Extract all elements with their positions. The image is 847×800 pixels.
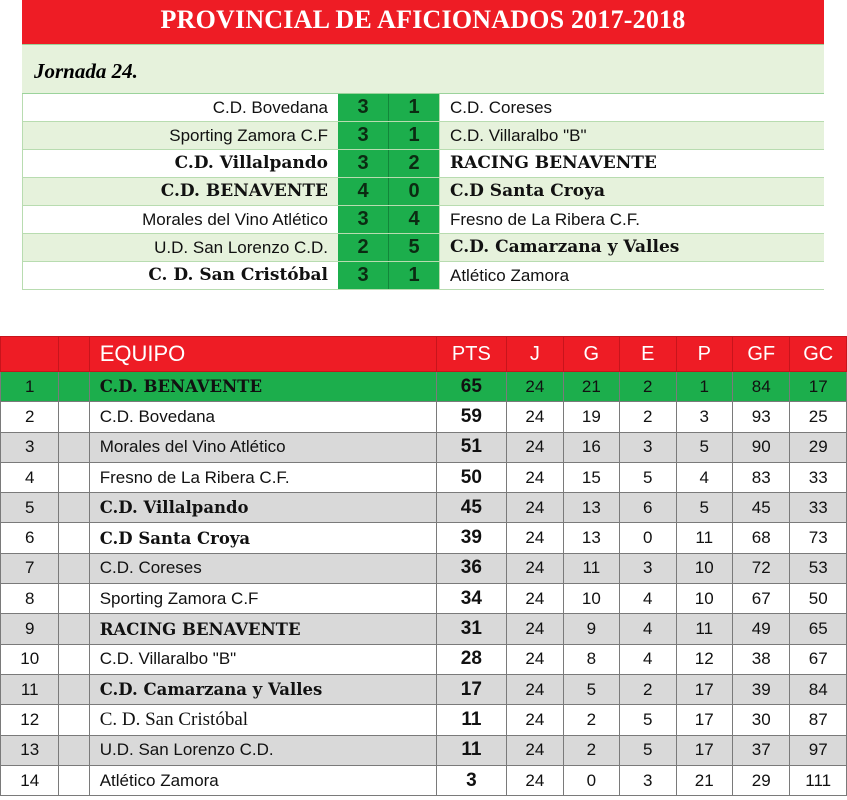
drawn-cell: 3 (620, 553, 676, 583)
goals-for-cell: 83 (732, 462, 789, 492)
blank-cell (59, 674, 89, 704)
table-row (1, 735, 847, 765)
home-team: U.D. San Lorenzo C.D. (22, 234, 338, 261)
played-cell: 24 (507, 372, 563, 402)
goals-for-cell: 29 (732, 765, 789, 795)
lost-cell: 5 (676, 432, 732, 462)
drawn-cell: 3 (620, 432, 676, 462)
home-score: 3 (338, 150, 389, 177)
team-cell: U.D. San Lorenzo C.D. (89, 735, 436, 765)
match-row (22, 94, 824, 122)
lost-cell: 4 (676, 462, 732, 492)
away-score: 5 (389, 234, 439, 261)
won-cell: 21 (563, 372, 619, 402)
goals-against-cell: 33 (790, 493, 847, 523)
position-cell: 6 (1, 523, 59, 553)
team-cell: RACING BENAVENTE (89, 614, 436, 644)
played-cell: 24 (507, 735, 563, 765)
away-score: 2 (389, 150, 439, 177)
position-cell: 7 (1, 553, 59, 583)
lost-cell: 11 (676, 614, 732, 644)
blank-cell (59, 644, 89, 674)
points-cell: 28 (436, 644, 507, 674)
played-cell: 24 (507, 553, 563, 583)
played-cell: 24 (507, 432, 563, 462)
points-cell: 17 (436, 674, 507, 704)
match-row (22, 122, 824, 150)
lost-cell: 12 (676, 644, 732, 674)
page-title: PROVINCIAL DE AFICIONADOS 2017-2018 (22, 0, 824, 44)
blank-cell (59, 402, 89, 432)
away-score: 1 (389, 262, 439, 289)
goals-for-cell: 84 (732, 372, 789, 402)
table-row (1, 705, 847, 735)
lost-cell: 17 (676, 735, 732, 765)
played-cell: 24 (507, 402, 563, 432)
goals-against-cell: 84 (790, 674, 847, 704)
position-cell: 8 (1, 584, 59, 614)
won-cell: 11 (563, 553, 619, 583)
table-row (1, 432, 847, 462)
goals-against-cell: 17 (790, 372, 847, 402)
drawn-cell: 4 (620, 584, 676, 614)
goals-against-cell: 33 (790, 462, 847, 492)
played-cell: 24 (507, 462, 563, 492)
table-row (1, 523, 847, 553)
team-cell: Atlético Zamora (89, 765, 436, 795)
round-label: Jornada 24. (22, 44, 824, 94)
col-header-pos (1, 337, 59, 372)
results-panel (22, 0, 824, 290)
col-header-g: G (563, 337, 619, 372)
won-cell: 0 (563, 765, 619, 795)
home-score: 4 (338, 178, 389, 205)
goals-against-cell: 65 (790, 614, 847, 644)
table-header-row (1, 337, 847, 372)
goals-for-cell: 30 (732, 705, 789, 735)
home-score: 3 (338, 262, 389, 289)
team-cell: C.D. Camarzana y Valles (89, 674, 436, 704)
home-team: C.D. Villalpando (22, 150, 338, 177)
blank-cell (59, 432, 89, 462)
position-cell: 14 (1, 765, 59, 795)
home-team: C.D. BENAVENTE (22, 178, 338, 205)
col-header-e: E (620, 337, 676, 372)
played-cell: 24 (507, 584, 563, 614)
col-header-team: EQUIPO (89, 337, 436, 372)
goals-against-cell: 50 (790, 584, 847, 614)
played-cell: 24 (507, 765, 563, 795)
col-header-p: P (676, 337, 732, 372)
team-cell: C.D. Villalpando (89, 493, 436, 523)
drawn-cell: 4 (620, 614, 676, 644)
position-cell: 10 (1, 644, 59, 674)
played-cell: 24 (507, 493, 563, 523)
table-row (1, 402, 847, 432)
home-team: C. D. San Cristóbal (22, 262, 338, 289)
team-cell: Fresno de La Ribera C.F. (89, 462, 436, 492)
points-cell: 65 (436, 372, 507, 402)
standings-table (0, 336, 847, 796)
goals-for-cell: 68 (732, 523, 789, 553)
match-row (22, 150, 824, 178)
goals-against-cell: 67 (790, 644, 847, 674)
col-header-blank (59, 337, 89, 372)
won-cell: 8 (563, 644, 619, 674)
blank-cell (59, 705, 89, 735)
table-row (1, 553, 847, 583)
goals-for-cell: 90 (732, 432, 789, 462)
won-cell: 10 (563, 584, 619, 614)
points-cell: 51 (436, 432, 507, 462)
goals-for-cell: 37 (732, 735, 789, 765)
won-cell: 2 (563, 705, 619, 735)
match-row (22, 206, 824, 234)
lost-cell: 5 (676, 493, 732, 523)
team-cell: C. D. San Cristóbal (89, 705, 436, 735)
points-cell: 36 (436, 553, 507, 583)
blank-cell (59, 735, 89, 765)
position-cell: 1 (1, 372, 59, 402)
match-row (22, 262, 824, 290)
won-cell: 15 (563, 462, 619, 492)
away-score: 1 (389, 94, 439, 121)
col-header-j: J (507, 337, 563, 372)
away-score: 4 (389, 206, 439, 233)
played-cell: 24 (507, 705, 563, 735)
team-cell: C.D Santa Croya (89, 523, 436, 553)
position-cell: 9 (1, 614, 59, 644)
goals-against-cell: 25 (790, 402, 847, 432)
lost-cell: 11 (676, 523, 732, 553)
team-cell: Morales del Vino Atlético (89, 432, 436, 462)
drawn-cell: 5 (620, 462, 676, 492)
goals-for-cell: 45 (732, 493, 789, 523)
goals-against-cell: 53 (790, 553, 847, 583)
table-row (1, 614, 847, 644)
home-team: Sporting Zamora C.F (22, 122, 338, 149)
lost-cell: 3 (676, 402, 732, 432)
position-cell: 2 (1, 402, 59, 432)
blank-cell (59, 493, 89, 523)
goals-for-cell: 67 (732, 584, 789, 614)
drawn-cell: 6 (620, 493, 676, 523)
home-score: 2 (338, 234, 389, 261)
drawn-cell: 2 (620, 372, 676, 402)
goals-for-cell: 93 (732, 402, 789, 432)
table-row (1, 644, 847, 674)
table-row (1, 462, 847, 492)
away-team: RACING BENAVENTE (439, 150, 824, 177)
table-row (1, 674, 847, 704)
match-row (22, 234, 824, 262)
match-row (22, 178, 824, 206)
won-cell: 13 (563, 523, 619, 553)
away-team: C.D Santa Croya (439, 178, 824, 205)
points-cell: 31 (436, 614, 507, 644)
points-cell: 50 (436, 462, 507, 492)
points-cell: 39 (436, 523, 507, 553)
position-cell: 12 (1, 705, 59, 735)
team-cell: C.D. BENAVENTE (89, 372, 436, 402)
drawn-cell: 5 (620, 735, 676, 765)
col-header-gc: GC (790, 337, 847, 372)
col-header-pts: PTS (436, 337, 507, 372)
team-cell: C.D. Coreses (89, 553, 436, 583)
points-cell: 11 (436, 705, 507, 735)
away-team: Fresno de La Ribera C.F. (439, 206, 824, 233)
blank-cell (59, 523, 89, 553)
team-cell: Sporting Zamora C.F (89, 584, 436, 614)
drawn-cell: 5 (620, 705, 676, 735)
lost-cell: 17 (676, 674, 732, 704)
goals-for-cell: 49 (732, 614, 789, 644)
won-cell: 5 (563, 674, 619, 704)
played-cell: 24 (507, 674, 563, 704)
position-cell: 4 (1, 462, 59, 492)
position-cell: 3 (1, 432, 59, 462)
lost-cell: 21 (676, 765, 732, 795)
points-cell: 45 (436, 493, 507, 523)
team-cell: C.D. Villaralbo "B" (89, 644, 436, 674)
goals-against-cell: 97 (790, 735, 847, 765)
blank-cell (59, 462, 89, 492)
drawn-cell: 2 (620, 402, 676, 432)
position-cell: 13 (1, 735, 59, 765)
won-cell: 2 (563, 735, 619, 765)
away-team: C.D. Villaralbo "B" (439, 122, 824, 149)
home-team: C.D. Bovedana (22, 94, 338, 121)
won-cell: 16 (563, 432, 619, 462)
goals-against-cell: 29 (790, 432, 847, 462)
home-score: 3 (338, 94, 389, 121)
played-cell: 24 (507, 614, 563, 644)
blank-cell (59, 614, 89, 644)
away-team: Atlético Zamora (439, 262, 824, 289)
goals-for-cell: 38 (732, 644, 789, 674)
won-cell: 19 (563, 402, 619, 432)
lost-cell: 1 (676, 372, 732, 402)
away-score: 0 (389, 178, 439, 205)
points-cell: 59 (436, 402, 507, 432)
away-team: C.D. Camarzana y Valles (439, 234, 824, 261)
home-score: 3 (338, 122, 389, 149)
points-cell: 34 (436, 584, 507, 614)
won-cell: 9 (563, 614, 619, 644)
blank-cell (59, 765, 89, 795)
points-cell: 11 (436, 735, 507, 765)
goals-for-cell: 72 (732, 553, 789, 583)
drawn-cell: 2 (620, 674, 676, 704)
away-team: C.D. Coreses (439, 94, 824, 121)
col-header-gf: GF (732, 337, 789, 372)
away-score: 1 (389, 122, 439, 149)
goals-for-cell: 39 (732, 674, 789, 704)
points-cell: 3 (436, 765, 507, 795)
home-score: 3 (338, 206, 389, 233)
blank-cell (59, 372, 89, 402)
team-cell: C.D. Bovedana (89, 402, 436, 432)
blank-cell (59, 584, 89, 614)
table-row (1, 493, 847, 523)
played-cell: 24 (507, 523, 563, 553)
played-cell: 24 (507, 644, 563, 674)
position-cell: 5 (1, 493, 59, 523)
lost-cell: 10 (676, 584, 732, 614)
lost-cell: 17 (676, 705, 732, 735)
drawn-cell: 4 (620, 644, 676, 674)
table-row (1, 584, 847, 614)
blank-cell (59, 553, 89, 583)
position-cell: 11 (1, 674, 59, 704)
drawn-cell: 3 (620, 765, 676, 795)
goals-against-cell: 111 (790, 765, 847, 795)
goals-against-cell: 87 (790, 705, 847, 735)
lost-cell: 10 (676, 553, 732, 583)
goals-against-cell: 73 (790, 523, 847, 553)
drawn-cell: 0 (620, 523, 676, 553)
home-team: Morales del Vino Atlético (22, 206, 338, 233)
table-row (1, 372, 847, 402)
won-cell: 13 (563, 493, 619, 523)
table-row (1, 765, 847, 795)
